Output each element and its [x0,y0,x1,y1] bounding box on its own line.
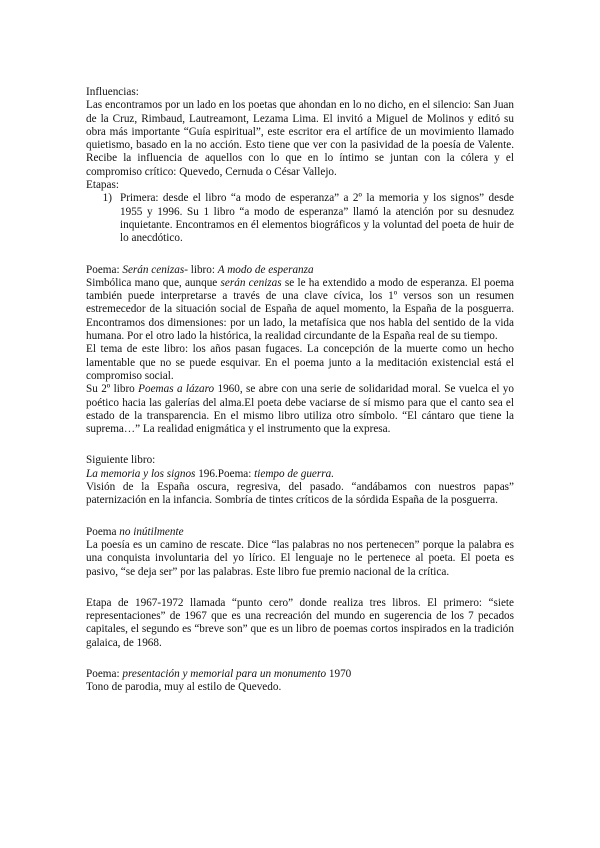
poema-sep: - libro: [184,263,218,276]
etapas-list [86,192,514,245]
year-text: 1970 [326,667,352,680]
text-span: se le ha extendido a modo de esperanza. El poema también puede interpretarse a través de una clave cívica, los 1º versos son un resumen estremecedor de la situación social de España de aquel momento, la España de la posguerra. Encontramos dos dimensiones: por un lado, la metafísica que nos habla del sentido de la vida humana. Por el otro lado la histórica, la realidad circundante de la España real de su tiempo. [86,276,514,343]
siguiente-paragraph: Visión de la España oscura, regresiva, del pasado. “andábamos con nuestros papas” paternización en la infancia. Sombría de tintes críticos de la sórdida España de la posguerra. [86,481,514,507]
year-text: 196. [195,467,218,480]
poema-label: Poema: [86,667,123,680]
poema-no-inutilmente-paragraph: La poesía es un camino de rescate. Dice “las palabras no nos pertenecen” porque la palabra es una conquista involuntaria del yo lírico. El lenguaje no le pertenece al poeta. El poeta es pasivo, “se deja ser” por las palabras. Este libro fue premio nacional de la crítica. [86,538,514,578]
italic-span: serán cenizas [220,276,282,289]
poema-seran-cenizas-paragraph-2: El tema de este libro: los años pasan fugaces. La concepción de la muerte como un hecho lamentable que no se puede esquivar. En el poema junto a la meditación existencial está el compromiso social. [86,343,514,382]
list-text: Primera: desde el libro “a modo de esperanza” a 2º la memoria y los signos” desde 1955 y 1996. Su 1 libro “a modo de esperanza” llamó la atención por su desnudez inquietante. Encontramos en él elementos biográficos y la voluntad del poeta de huir de lo anecdótico. [120,192,514,245]
poema-title: tiempo de guerra. [254,467,334,480]
text-span: Simbólica mano que, aunque [86,276,221,289]
poema-label: Poema: [86,263,123,276]
siguiente-heading: Siguiente libro: [86,454,156,467]
list-number: 1) [102,192,112,205]
poema-presentacion-heading [86,668,514,681]
poema-label: Poema: [217,467,255,480]
poema-seran-cenizas-heading [86,264,514,277]
influencias-paragraph: Las encontramos por un lado en los poetas que ahondan en lo no dicho, en el silencio: San Juan de la Cruz, Rimbaud, Lautreamont, Lezama Lima. El invitó a Miguel de Molinos y editó su obra más importante “Guía espiritual”, este escritor era el artífice de un movimiento llamado quietismo, basado en la no acción. Esto tiene que ver con la pasividad de la poesía de Valente. Recibe la influencia de aquellos con lo que en lo íntimo se juntan con la cólera y el compromiso crítico: Quevedo, Cernuda o César Vallejo. [86,99,514,178]
poema-title: presentación y memorial para un monumento [122,667,327,680]
list-item [86,192,514,245]
poema-title: Serán cenizas [122,263,185,276]
book-title: La memoria y los signos [86,467,196,480]
document-page [86,86,514,695]
influencias-heading: Influencias: [86,86,139,98]
poema-label: Poema [86,525,120,538]
poema-seran-cenizas-paragraph-1 [86,277,514,343]
poema-seran-cenizas-paragraph-3 [86,383,514,436]
siguiente-book-line [86,468,514,481]
etapa-punto-cero-paragraph: Etapa de 1967-1972 llamada “punto cero” donde realiza tres libros. El primero: “siete representaciones” de 1967 que es una recreación del mundo en sugerencia de los 7 pecados capitales, el segundo es “breve son” que es un libro de poemas cortos inspirados en la tradición galaica, de 1968. [86,596,514,649]
poema-title: no inútilmente [119,525,184,538]
poema-presentacion-line: Tono de parodia, muy al estilo de Quevedo. [86,681,282,694]
text-span: 1960, se abre con una serie de solidaridad moral. Se vuelca el yo poético hacia las galerías del alma.El poeta debe vaciarse de sí mismo para que el canto sea el estado de la transparencia. En el mismo libro utiliza otro símbolo. “El cántaro que tiene la suprema…” La realidad enigmática y el instrumento que la expresa. [86,383,514,436]
text-span: Su 2º libro [86,383,139,396]
etapas-heading: Etapas: [86,179,119,192]
poema-no-inutilmente-heading [86,526,514,539]
italic-span: Poemas a lázaro [138,383,215,396]
book-title: A modo de esperanza [217,263,314,276]
